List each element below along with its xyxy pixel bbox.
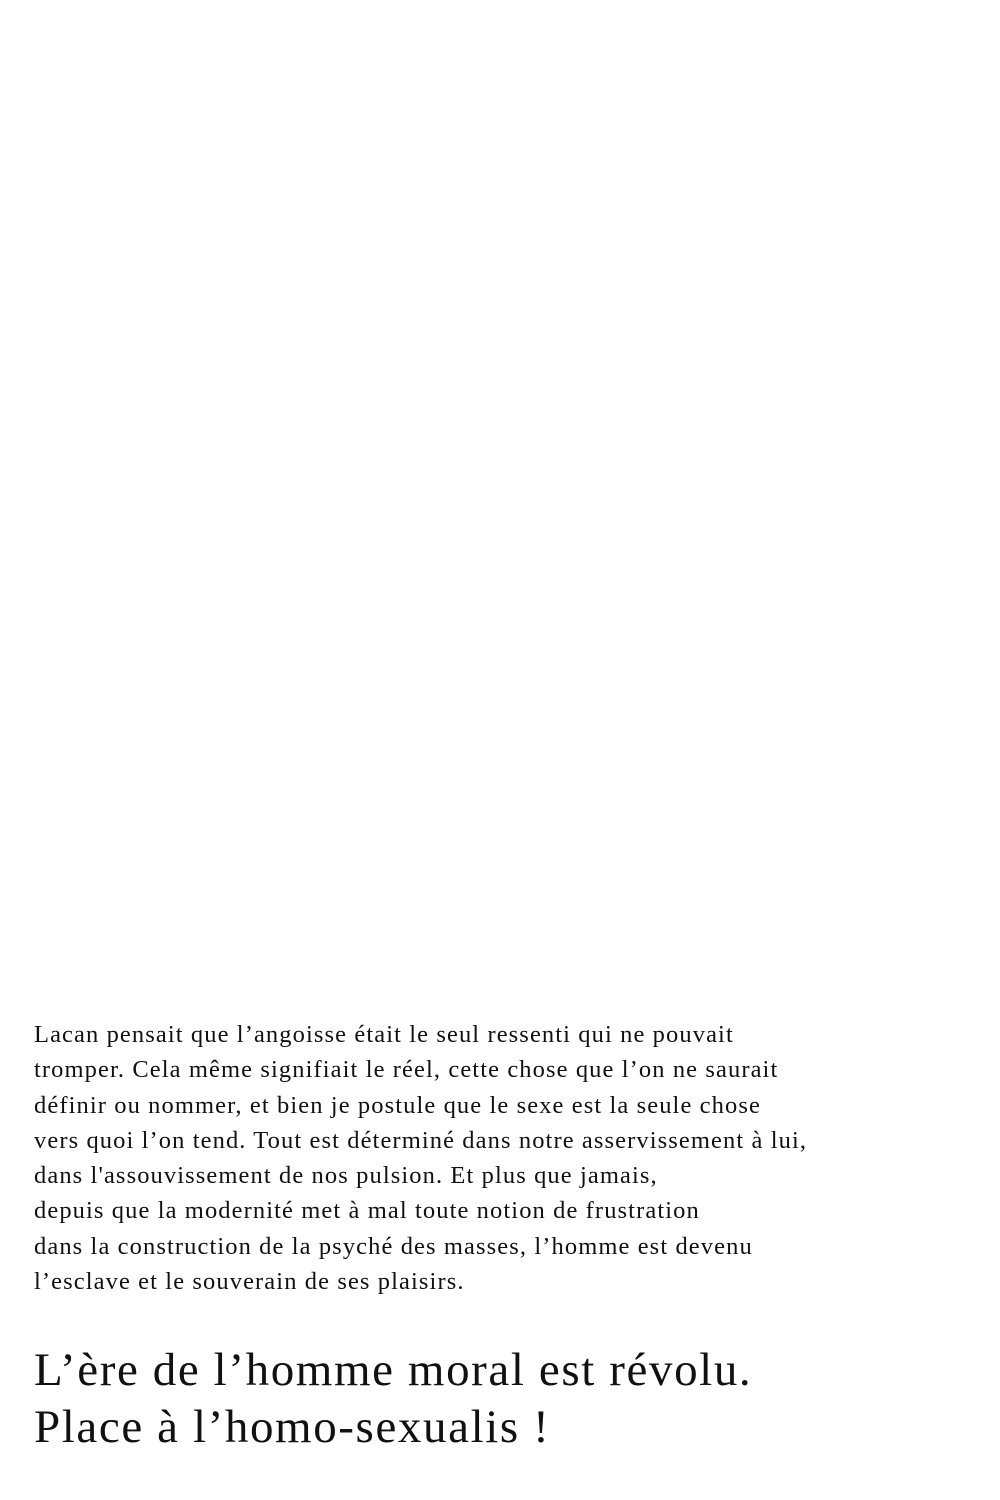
body-line: dans l'assouvissement de nos pulsion. Et plus que jamais, xyxy=(34,1162,658,1190)
body-line: l’esclave et le souverain de ses plaisirs. xyxy=(34,1268,465,1296)
headline-line: L’ère de l’homme moral est révolu. xyxy=(34,1344,753,1396)
body-text-block xyxy=(34,1017,984,1299)
closing-headline xyxy=(34,1342,752,1456)
headline-line: Place à l’homo-sexualis ! xyxy=(34,1401,551,1453)
body-line: depuis que la modernité met à mal toute notion de frustration xyxy=(34,1197,700,1225)
body-paragraph xyxy=(34,1017,984,1299)
body-line: tromper. Cela même signifiait le réel, cette chose que l’on ne saurait xyxy=(34,1056,779,1084)
body-line: Lacan pensait que l’angoisse était le seul ressenti qui ne pouvait xyxy=(34,1021,734,1048)
body-line: vers quoi l’on tend. Tout est déterminé dans notre asservissement à lui, xyxy=(34,1126,808,1154)
body-line: définir ou nommer, et bien je postule que le sexe est la seule chose xyxy=(34,1091,761,1119)
body-line: dans la construction de la psyché des masses, l’homme est devenu xyxy=(34,1232,753,1260)
